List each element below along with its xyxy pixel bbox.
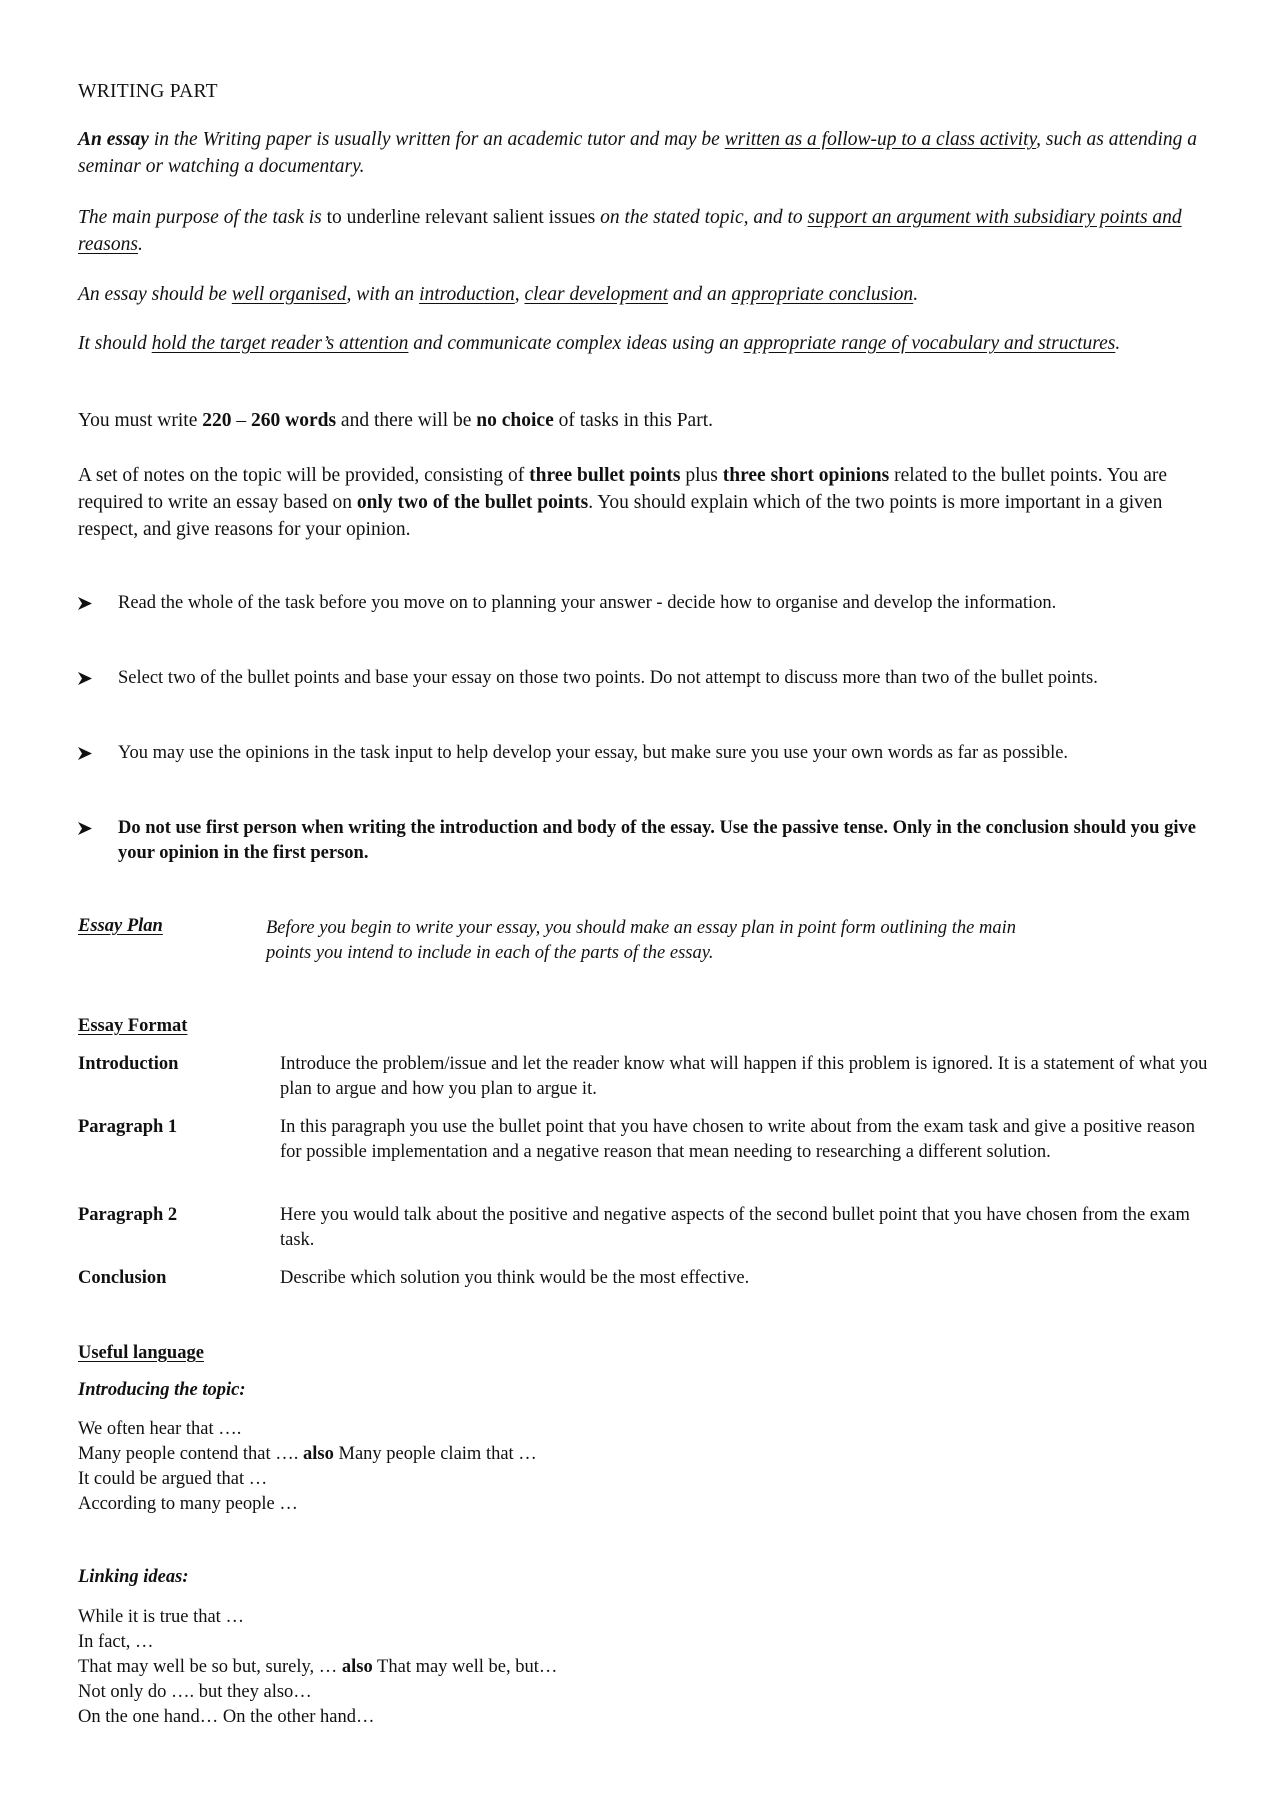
phrase-line: Many people contend that …. also Many people claim that …: [78, 1444, 537, 1464]
essay-plan-text: Before you begin to write your essay, you should make an essay plan in point form outlining the main points you intend to include in each of the parts of the essay.: [266, 918, 1017, 963]
introducing-topic-heading: Introducing the topic:: [78, 1380, 246, 1400]
notes-paragraph: A set of notes on the topic will be provided, consisting of three bullet points plus three short opinions related to the bullet points. You are required to write an essay based on only two of the bullet points. You should explain which of the two points is more important in a given respect, and give reasons for your opinion.: [78, 465, 1168, 540]
format-row-text: Introduce the problem/issue and let the reader know what will happen if this problem is ignored. It is a statement of what you plan to argue and how you plan to argue it.: [280, 1054, 1208, 1099]
phrase-line: While it is true that …: [78, 1607, 244, 1627]
phrase-line: According to many people …: [78, 1494, 298, 1514]
linking-phrases: [78, 1605, 557, 1730]
phrase-line: On the one hand… On the other hand…: [78, 1707, 375, 1727]
phrase-line: Not only do …. but they also…: [78, 1682, 312, 1702]
essay-plan-label: Essay Plan: [78, 916, 163, 936]
format-row-label: Paragraph 2: [78, 1205, 178, 1225]
word-count-paragraph: You must write 220 – 260 words and there will be no choice of tasks in this Part.: [78, 410, 713, 431]
introducing-phrases: [78, 1417, 537, 1517]
phrase-line: In fact, …: [78, 1632, 154, 1652]
format-row-text: Describe which solution you think would be the most effective.: [280, 1268, 750, 1288]
linking-ideas-heading: Linking ideas:: [78, 1567, 189, 1587]
phrase-line: We often hear that ….: [78, 1419, 242, 1439]
intro-paragraph-2: The main purpose of the task is to underline relevant salient issues on the stated topic, and to support an argument with subsidiary points and reasons.: [78, 207, 1182, 255]
bullet-item: Select two of the bullet points and base your essay on those two points. Do not attempt to discuss more than two of the bullet points.: [78, 666, 1208, 691]
format-row-label: Conclusion: [78, 1268, 167, 1288]
essay-format-heading: Essay Format: [78, 1016, 188, 1036]
useful-language-heading: Useful language: [78, 1343, 204, 1363]
phrase-line: That may well be so but, surely, … also That may well be, but…: [78, 1657, 558, 1677]
arrow-bullet-icon: [78, 741, 98, 760]
phrase-line: It could be argued that …: [78, 1469, 268, 1489]
page-title: WRITING PART: [78, 81, 218, 102]
arrow-bullet-icon: [78, 816, 98, 835]
bullet-item: Read the whole of the task before you move on to planning your answer - decide how to organise and develop the information.: [78, 591, 1208, 616]
bullet-item: You may use the opinions in the task input to help develop your essay, but make sure you use your own words as far as possible.: [78, 741, 1208, 766]
format-row-label: Paragraph 1: [78, 1117, 178, 1137]
format-row-text: Here you would talk about the positive and negative aspects of the second bullet point that you have chosen from the exam task.: [280, 1205, 1190, 1250]
format-row-text: In this paragraph you use the bullet point that you have chosen to write about from the exam task and give a positive reason for possible implementation and a negative reason that mean needing to researching a different solution.: [280, 1117, 1195, 1162]
intro-paragraph-1: An essay in the Writing paper is usually written for an academic tutor and may be written as a follow-up to a class activity, such as attending a seminar or watching a documentary.: [78, 129, 1198, 177]
intro-paragraph-3: An essay should be well organised, with an introduction, clear development and an appropriate conclusion.: [78, 284, 919, 305]
essay-term: An essay: [78, 129, 149, 150]
arrow-bullet-icon: [78, 591, 98, 610]
arrow-bullet-icon: [78, 666, 98, 685]
bullet-item: Do not use first person when writing the introduction and body of the essay. Use the passive tense. Only in the conclusion should you give your opinion in the first person.: [78, 816, 1208, 866]
format-row-label: Introduction: [78, 1054, 179, 1074]
intro-paragraph-4: It should hold the target reader’s attention and communicate complex ideas using an appropriate range of vocabulary and structures.: [78, 333, 1121, 354]
